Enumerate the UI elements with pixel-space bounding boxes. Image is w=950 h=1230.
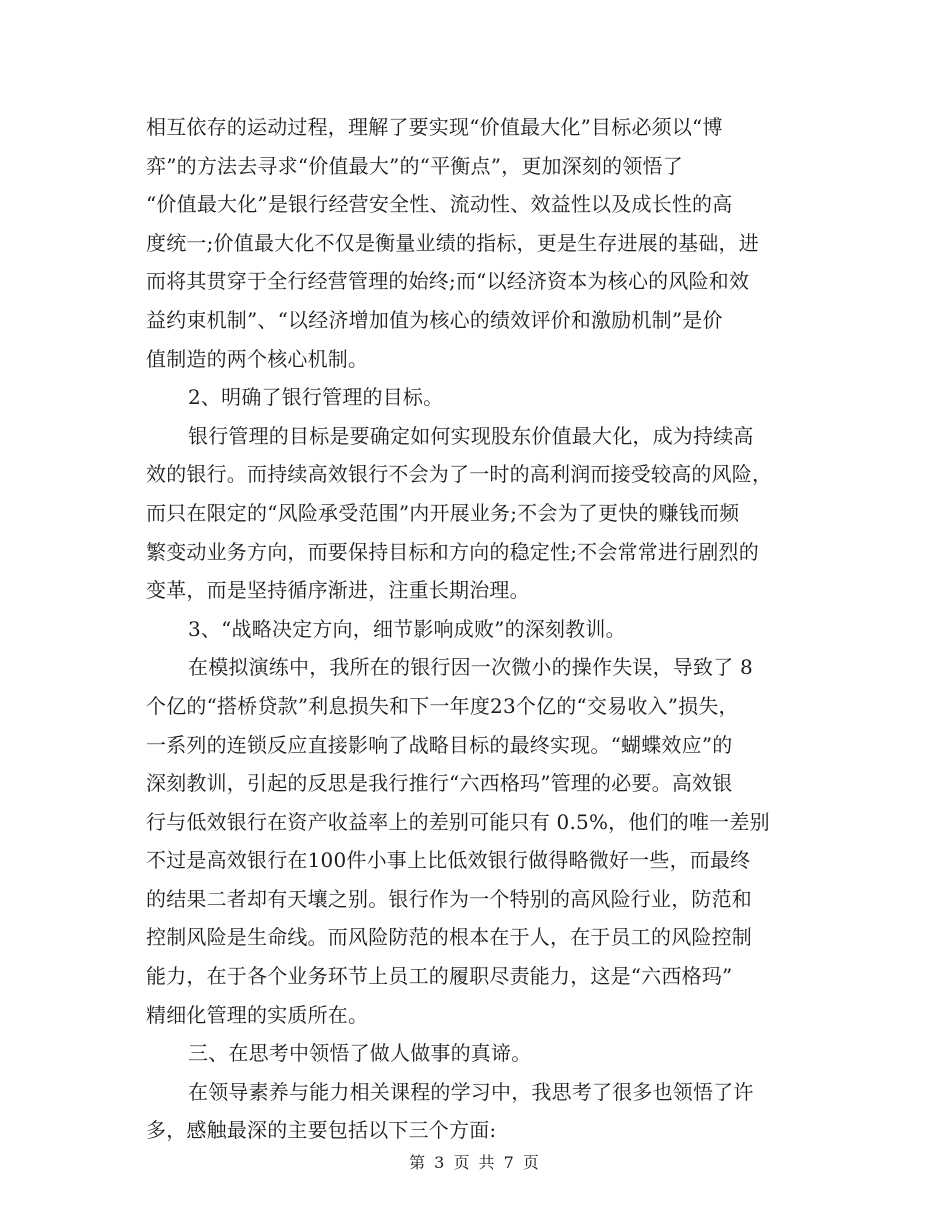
text-line: 变革，而是坚持循序渐进，注重长期治理。 xyxy=(146,578,530,603)
text-line: 的结果二者却有天壤之别。银行作为一个特别的高风险行业，防范和 xyxy=(146,886,752,911)
text-line: 而只在限定的“风险承受范围”内开展业务;不会为了更快的赚钱而频 xyxy=(146,500,740,525)
text-line: 度统一;价值最大化不仅是衡量业绩的指标，更是生存进展的基础，进 xyxy=(146,230,759,255)
text-line: 效的银行。而持续高效银行不会为了一时的高利润而接受较高的风险， xyxy=(146,462,773,487)
text-line: “价值最大化”是银行经营安全性、流动性、效益性以及成长性的高 xyxy=(146,192,733,217)
text-line: 不过是高效银行在100件小事上比低效银行做得略微好一些，而最终 xyxy=(146,848,751,873)
text-line: 控制风险是生命线。而风险防范的根本在于人，在于员工的风险控制 xyxy=(146,925,752,950)
text-line: 2、明确了银行管理的目标。 xyxy=(188,385,444,410)
text-line: 值制造的两个核心机制。 xyxy=(146,346,369,371)
text-line: 多，感触最深的主要包括以下三个方面: xyxy=(146,1118,497,1143)
text-line: 深刻教训，引起的反思是我行推行“六西格玛”管理的必要。高效银 xyxy=(146,771,733,796)
text-line: 行与低效银行在资产收益率上的差别可能只有 0.5%，他们的唯一差别 xyxy=(146,809,770,834)
text-line: 在模拟演练中，我所在的银行因一次微小的操作失误，导致了 8 xyxy=(188,655,753,680)
text-line: 3、“战略决定方向，细节影响成败”的深刻教训。 xyxy=(188,616,626,641)
text-line: 弈”的方法去寻求“价值最大”的“平衡点”，更加深刻的领悟了 xyxy=(146,153,683,178)
text-line: 能力，在于各个业务环节上员工的履职尽责能力，这是“六西格玛” xyxy=(146,964,733,989)
text-line: 繁变动业务方向，而要保持目标和方向的稳定性;不会常常进行剧烈的 xyxy=(146,539,759,564)
document-body xyxy=(146,108,806,1150)
text-line: 而将其贯穿于全行经营管理的始终;而“以经济资本为核心的风险和效 xyxy=(146,269,750,294)
text-line: 精细化管理的实质所在。 xyxy=(146,1002,369,1027)
text-line: 银行管理的目标是要确定如何实现股东价值最大化，成为持续高 xyxy=(188,423,754,448)
text-line: 相互依存的运动过程，理解了要实现“价值最大化”目标必须以“博 xyxy=(146,115,723,139)
text-line: 三、在思考中领悟了做人做事的真谛。 xyxy=(188,1041,532,1066)
page-footer: 第 3 页 共 7 页 xyxy=(409,1153,541,1172)
text-line: 在领导素养与能力相关课程的学习中，我思考了很多也领悟了许 xyxy=(188,1079,754,1104)
text-line: 一系列的连锁反应直接影响了战略目标的最终实现。“蝴蝶效应”的 xyxy=(146,732,733,757)
text-line: 个亿的“搭桥贷款”利息损失和下一年度23个亿的“交易收入”损失， xyxy=(146,693,739,718)
text-line: 益约束机制”、“以经济增加值为核心的绩效评价和激励机制”是价 xyxy=(146,307,723,332)
